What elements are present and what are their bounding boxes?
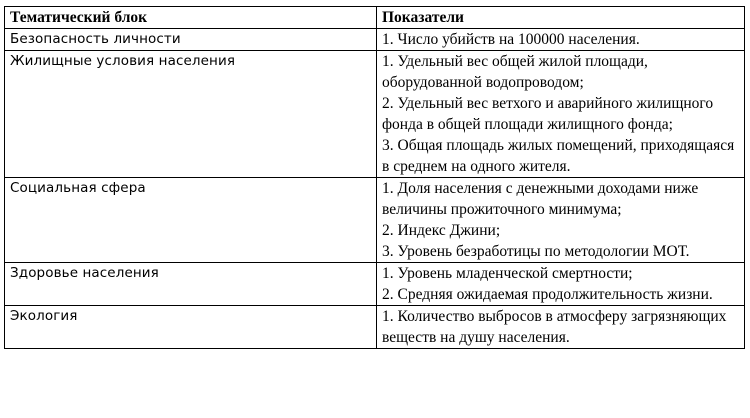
indicators-cell (377, 306, 745, 349)
indicators-cell (377, 51, 745, 178)
indicator-item: 2. Средняя ожидаемая продолжительность жизни. (382, 286, 713, 303)
table-header-row (5, 7, 745, 29)
thematic-block-cell: Жилищные условия населения (5, 51, 377, 178)
header-thematic-block: Тематический блок (5, 7, 377, 29)
table-row (5, 51, 745, 178)
thematic-block-cell: Безопасность личности (5, 29, 377, 51)
indicators-cell (377, 178, 745, 263)
indicator-item: 1. Удельный вес общей жилой площади, оборудованной водопроводом; (382, 53, 648, 91)
indicator-item: 1. Количество выбросов в атмосферу загрязняющих веществ на душу населения. (382, 308, 727, 346)
table-row (5, 306, 745, 349)
thematic-block-cell: Здоровье населения (5, 263, 377, 306)
indicator-item: 3. Общая площадь жилых помещений, приходящаяся в среднем на одного жителя. (382, 137, 735, 175)
table-row (5, 178, 745, 263)
thematic-block-cell: Экология (5, 306, 377, 349)
indicators-cell (377, 29, 745, 51)
table-row (5, 263, 745, 306)
indicator-item: 2. Удельный вес ветхого и аварийного жилищного фонда в общей площади жилищного фонда; (382, 95, 714, 133)
indicators-table (4, 6, 745, 349)
thematic-block-cell: Социальная сфера (5, 178, 377, 263)
indicator-item: 3. Уровень безработицы по методологии МОТ. (382, 243, 690, 260)
table-row (5, 29, 745, 51)
indicator-item: 2. Индекс Джини; (382, 222, 501, 239)
indicators-cell (377, 263, 745, 306)
indicator-item: 1. Уровень младенческой смертности; (382, 265, 633, 282)
indicator-item: 1. Число убийств на 100000 населения. (382, 31, 640, 48)
indicator-item: 1. Доля населения с денежными доходами ниже величины прожиточного минимума; (382, 180, 699, 218)
header-indicators: Показатели (377, 7, 745, 29)
